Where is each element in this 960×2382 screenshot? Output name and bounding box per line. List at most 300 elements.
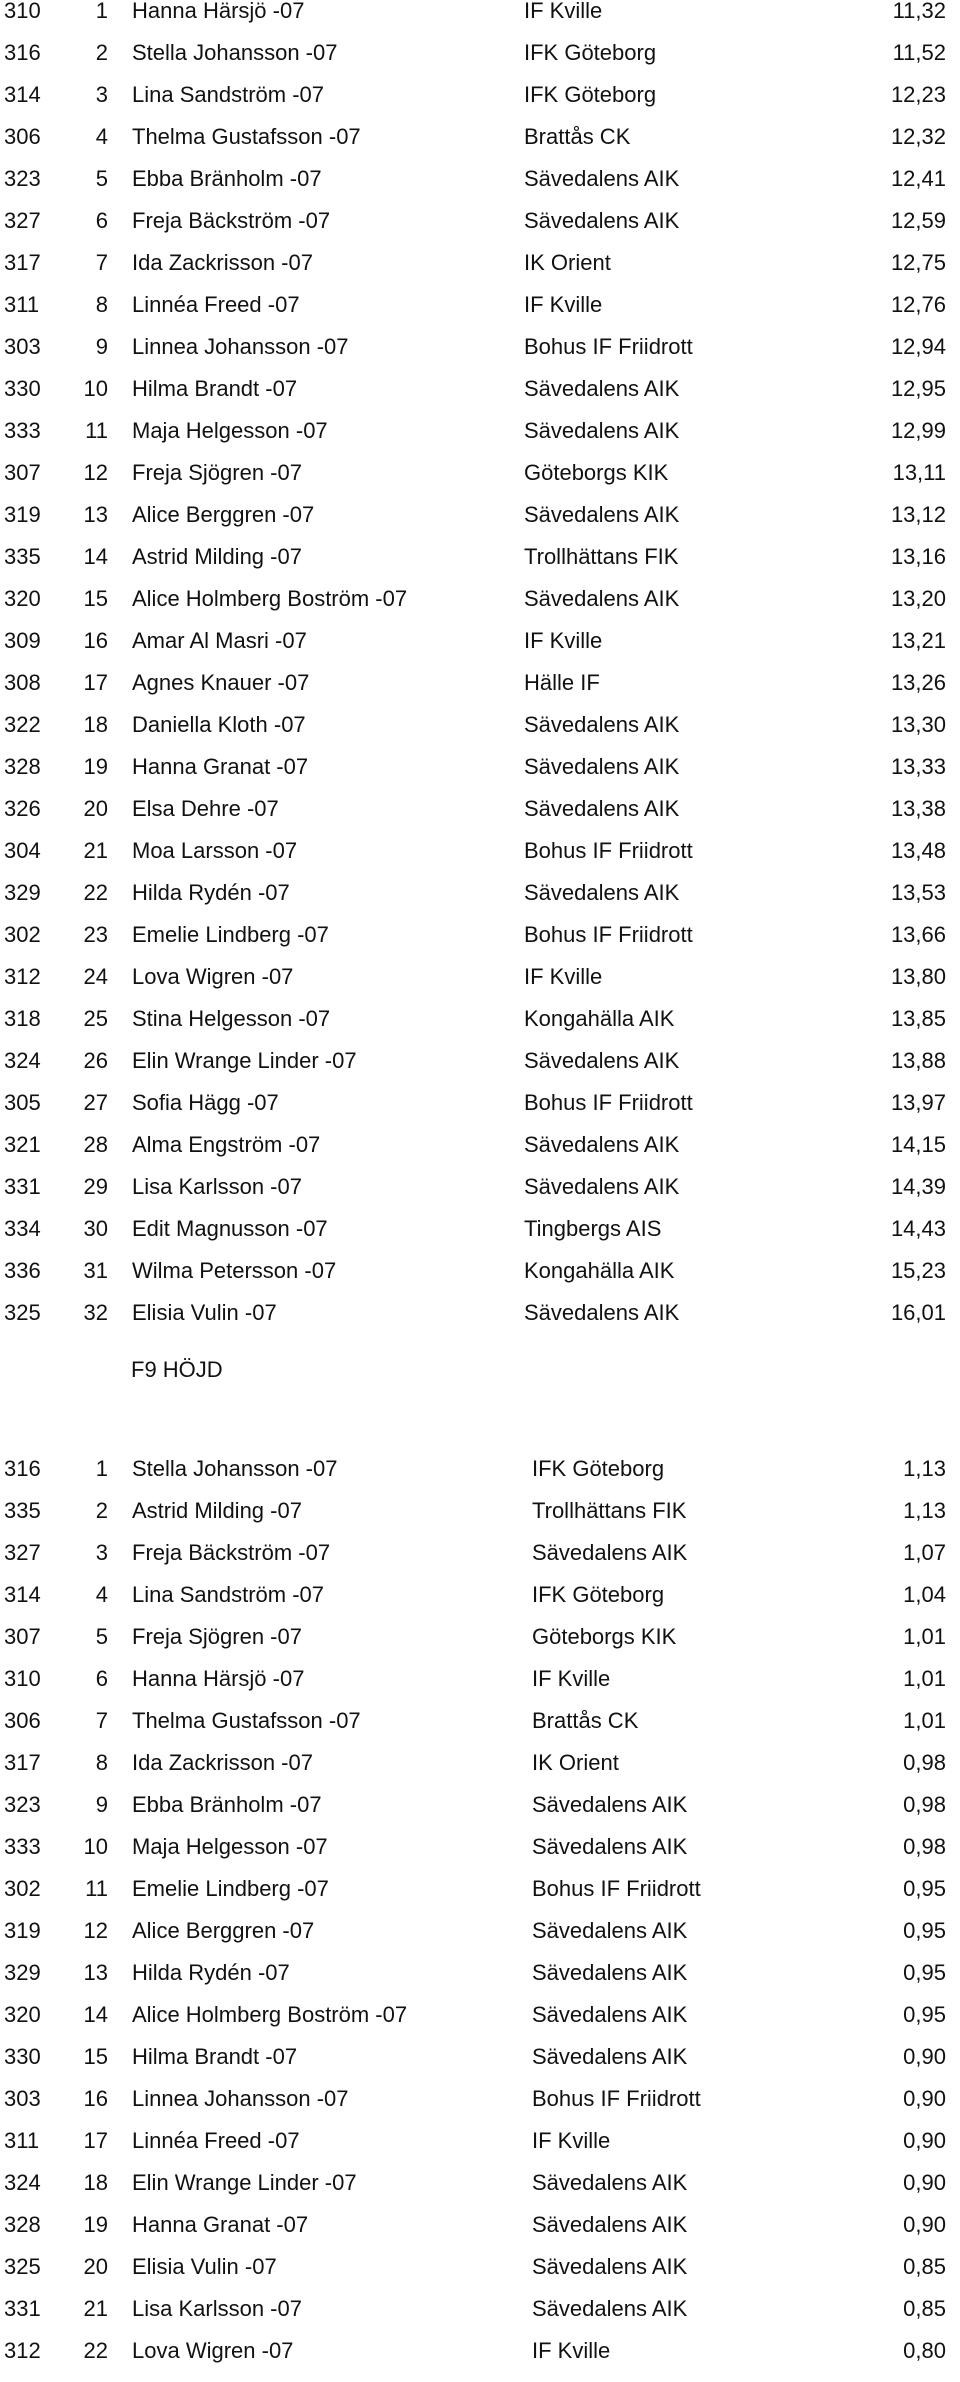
club-name: Brattås CK xyxy=(532,1708,639,1733)
bib-number: 310 xyxy=(4,0,41,23)
table-row xyxy=(0,168,960,210)
athlete-name: Sofia Hägg -07 xyxy=(132,1090,279,1115)
athlete-name: Linnea Johansson -07 xyxy=(132,334,349,359)
table-row xyxy=(0,1752,960,1794)
result-value: 12,76 xyxy=(890,292,946,317)
table-row xyxy=(0,1920,960,1962)
bib-number: 317 xyxy=(4,250,41,275)
club-name: IFK Göteborg xyxy=(524,82,657,107)
bib-number: 328 xyxy=(4,2212,41,2237)
table-row xyxy=(0,2214,960,2256)
club-name: Bohus IF Friidrott xyxy=(532,1876,701,1901)
athlete-name: Stina Helgesson -07 xyxy=(132,1006,331,1031)
club-name: Hälle IF xyxy=(524,670,600,695)
athlete-name: Alice Holmberg Boström -07 xyxy=(132,586,408,611)
club-name: Bohus IF Friidrott xyxy=(524,922,693,947)
club-name: Sävedalens AIK xyxy=(524,376,680,401)
bib-number: 309 xyxy=(4,628,41,653)
placing: 25 xyxy=(83,1006,108,1031)
placing: 9 xyxy=(95,334,108,359)
placing: 6 xyxy=(95,208,108,233)
club-name: Tingbergs AIS xyxy=(524,1216,662,1241)
athlete-name: Astrid Milding -07 xyxy=(132,1498,302,1523)
athlete-name: Moa Larsson -07 xyxy=(132,838,298,863)
bib-number: 307 xyxy=(4,1624,41,1649)
table-row xyxy=(0,2298,960,2340)
bib-number: 325 xyxy=(4,1300,41,1325)
bib-number: 331 xyxy=(4,1174,41,1199)
placing: 11 xyxy=(85,1876,108,1901)
placing: 26 xyxy=(83,1048,108,1073)
result-value: 11,52 xyxy=(892,40,946,65)
result-value: 12,41 xyxy=(890,166,946,191)
placing: 2 xyxy=(95,1498,108,1523)
placing: 4 xyxy=(95,1582,108,1607)
club-name: Kongahälla AIK xyxy=(524,1258,675,1283)
table-row xyxy=(0,1458,960,1500)
bib-number: 333 xyxy=(4,1834,41,1859)
bib-number: 311 xyxy=(4,2128,40,2153)
club-name: Sävedalens AIK xyxy=(524,796,680,821)
club-name: Sävedalens AIK xyxy=(532,1918,688,1943)
club-name: Brattås CK xyxy=(524,124,631,149)
club-name: Sävedalens AIK xyxy=(524,1132,680,1157)
placing: 20 xyxy=(83,2254,108,2279)
table-row xyxy=(0,1500,960,1542)
placing: 3 xyxy=(95,82,108,107)
athlete-name: Elsa Dehre -07 xyxy=(132,796,279,821)
club-name: Sävedalens AIK xyxy=(532,1540,688,1565)
club-name: Kongahälla AIK xyxy=(524,1006,675,1031)
bib-number: 334 xyxy=(4,1216,41,1241)
bib-number: 329 xyxy=(4,1960,41,1985)
bib-number: 321 xyxy=(4,1132,41,1157)
table-row xyxy=(0,378,960,420)
club-name: IF Kville xyxy=(524,0,603,23)
result-value: 1,04 xyxy=(903,1582,946,1607)
bib-number: 328 xyxy=(4,754,41,779)
result-value: 13,26 xyxy=(890,670,946,695)
club-name: IF Kville xyxy=(532,2338,611,2363)
bib-number: 336 xyxy=(4,1258,41,1283)
placing: 4 xyxy=(95,124,108,149)
result-value: 12,94 xyxy=(890,334,946,359)
result-value: 0,95 xyxy=(903,2002,946,2027)
bib-number: 326 xyxy=(4,796,41,821)
result-value: 0,90 xyxy=(903,2044,946,2069)
athlete-name: Amar Al Masri -07 xyxy=(132,628,307,653)
placing: 16 xyxy=(83,2086,108,2111)
placing: 29 xyxy=(83,1174,108,1199)
placing: 3 xyxy=(95,1540,108,1565)
placing: 8 xyxy=(95,292,108,317)
athlete-name: Lina Sandström -07 xyxy=(132,1582,324,1607)
athlete-name: Linnea Johansson -07 xyxy=(132,2086,349,2111)
placing: 10 xyxy=(83,1834,108,1859)
athlete-name: Daniella Kloth -07 xyxy=(132,712,306,737)
bib-number: 310 xyxy=(4,1666,41,1691)
bib-number: 305 xyxy=(4,1090,41,1115)
result-value: 13,16 xyxy=(890,544,946,569)
placing: 12 xyxy=(83,460,108,485)
athlete-name: Lina Sandström -07 xyxy=(132,82,324,107)
result-value: 13,38 xyxy=(890,796,946,821)
result-value: 13,80 xyxy=(890,964,946,989)
table-row xyxy=(0,336,960,378)
table-row xyxy=(0,0,960,42)
table-row xyxy=(0,1542,960,1584)
bib-number: 319 xyxy=(4,502,41,527)
club-name: Sävedalens AIK xyxy=(524,418,680,443)
bib-number: 333 xyxy=(4,418,41,443)
placing: 22 xyxy=(83,2338,108,2363)
bib-number: 324 xyxy=(4,2170,41,2195)
club-name: Sävedalens AIK xyxy=(532,1792,688,1817)
result-value: 12,32 xyxy=(890,124,946,149)
bib-number: 311 xyxy=(4,292,40,317)
club-name: Sävedalens AIK xyxy=(532,2170,688,2195)
placing: 18 xyxy=(83,712,108,737)
table-row xyxy=(0,1626,960,1668)
placing: 5 xyxy=(95,1624,108,1649)
result-value: 0,98 xyxy=(903,1750,946,1775)
club-name: Sävedalens AIK xyxy=(524,880,680,905)
bib-number: 312 xyxy=(4,2338,41,2363)
athlete-name: Astrid Milding -07 xyxy=(132,544,302,569)
bib-number: 303 xyxy=(4,334,41,359)
placing: 12 xyxy=(83,1918,108,1943)
athlete-name: Hilma Brandt -07 xyxy=(132,376,298,401)
club-name: Sävedalens AIK xyxy=(524,754,680,779)
club-name: Sävedalens AIK xyxy=(532,2212,688,2237)
athlete-name: Hanna Granat -07 xyxy=(132,2212,309,2237)
table-row xyxy=(0,798,960,840)
bib-number: 319 xyxy=(4,1918,41,1943)
club-name: Sävedalens AIK xyxy=(524,502,680,527)
result-value: 1,01 xyxy=(903,1624,946,1649)
result-value: 0,85 xyxy=(903,2254,946,2279)
bib-number: 302 xyxy=(4,1876,41,1901)
placing: 21 xyxy=(83,838,108,863)
placing: 10 xyxy=(83,376,108,401)
placing: 11 xyxy=(85,418,108,443)
table-row xyxy=(0,882,960,924)
athlete-name: Freja Sjögren -07 xyxy=(132,1624,302,1649)
table-row xyxy=(0,672,960,714)
bib-number: 325 xyxy=(4,2254,41,2279)
club-name: Sävedalens AIK xyxy=(524,1048,680,1073)
table-row xyxy=(0,1302,960,1344)
athlete-name: Maja Helgesson -07 xyxy=(132,418,328,443)
athlete-name: Alice Berggren -07 xyxy=(132,502,315,527)
club-name: Bohus IF Friidrott xyxy=(532,2086,701,2111)
placing: 23 xyxy=(83,922,108,947)
table-row xyxy=(0,2088,960,2130)
athlete-name: Hilda Rydén -07 xyxy=(132,1960,290,1985)
result-value: 0,80 xyxy=(903,2338,946,2363)
placing: 13 xyxy=(83,1960,108,1985)
club-name: IFK Göteborg xyxy=(532,1582,665,1607)
table-row xyxy=(0,1794,960,1836)
bib-number: 303 xyxy=(4,2086,41,2111)
bib-number: 314 xyxy=(4,82,41,107)
placing: 20 xyxy=(83,796,108,821)
club-name: Bohus IF Friidrott xyxy=(524,334,693,359)
placing: 14 xyxy=(83,2002,108,2027)
bib-number: 317 xyxy=(4,1750,41,1775)
results-table-2 xyxy=(0,1458,960,2382)
bib-number: 327 xyxy=(4,1540,41,1565)
table-row xyxy=(0,2130,960,2172)
athlete-name: Lova Wigren -07 xyxy=(132,2338,294,2363)
bib-number: 323 xyxy=(4,166,41,191)
athlete-name: Alice Berggren -07 xyxy=(132,1918,315,1943)
table-row xyxy=(0,210,960,252)
athlete-name: Hanna Härsjö -07 xyxy=(132,0,305,23)
result-value: 0,98 xyxy=(903,1792,946,1817)
result-value: 0,95 xyxy=(903,1960,946,1985)
placing: 19 xyxy=(83,754,108,779)
bib-number: 312 xyxy=(4,964,41,989)
placing: 9 xyxy=(95,1792,108,1817)
athlete-name: Elin Wrange Linder -07 xyxy=(132,2170,357,2195)
athlete-name: Thelma Gustafsson -07 xyxy=(132,124,361,149)
table-row xyxy=(0,1260,960,1302)
athlete-name: Freja Sjögren -07 xyxy=(132,460,302,485)
athlete-name: Maja Helgesson -07 xyxy=(132,1834,328,1859)
club-name: IK Orient xyxy=(532,1750,619,1775)
table-row xyxy=(0,924,960,966)
athlete-name: Linnéa Freed -07 xyxy=(132,2128,300,2153)
result-value: 12,75 xyxy=(890,250,946,275)
result-value: 0,85 xyxy=(903,2296,946,2321)
table-row xyxy=(0,630,960,672)
table-row xyxy=(0,1008,960,1050)
placing: 6 xyxy=(95,1666,108,1691)
result-value: 13,66 xyxy=(890,922,946,947)
result-value: 13,20 xyxy=(890,586,946,611)
result-value: 13,33 xyxy=(890,754,946,779)
table-row xyxy=(0,756,960,798)
result-value: 0,90 xyxy=(903,2086,946,2111)
bib-number: 306 xyxy=(4,124,41,149)
bib-number: 335 xyxy=(4,544,41,569)
club-name: Sävedalens AIK xyxy=(524,166,680,191)
result-value: 12,23 xyxy=(890,82,946,107)
athlete-name: Stella Johansson -07 xyxy=(132,1456,338,1481)
result-value: 13,12 xyxy=(890,502,946,527)
table-row xyxy=(0,252,960,294)
result-value: 0,95 xyxy=(903,1876,946,1901)
athlete-name: Lova Wigren -07 xyxy=(132,964,294,989)
placing: 15 xyxy=(83,2044,108,2069)
bib-number: 324 xyxy=(4,1048,41,1073)
table-row xyxy=(0,2172,960,2214)
result-value: 16,01 xyxy=(890,1300,946,1325)
bib-number: 316 xyxy=(4,1456,41,1481)
club-name: Sävedalens AIK xyxy=(532,1960,688,1985)
athlete-name: Linnéa Freed -07 xyxy=(132,292,300,317)
placing: 30 xyxy=(83,1216,108,1241)
club-name: Sävedalens AIK xyxy=(532,2044,688,2069)
club-name: Sävedalens AIK xyxy=(532,1834,688,1859)
athlete-name: Ebba Bränholm -07 xyxy=(132,166,322,191)
result-value: 12,95 xyxy=(890,376,946,401)
club-name: Sävedalens AIK xyxy=(532,2296,688,2321)
club-name: Bohus IF Friidrott xyxy=(524,1090,693,1115)
placing: 13 xyxy=(83,502,108,527)
placing: 1 xyxy=(95,0,108,23)
result-value: 1,01 xyxy=(903,1708,946,1733)
placing: 28 xyxy=(83,1132,108,1157)
result-value: 0,90 xyxy=(903,2212,946,2237)
bib-number: 308 xyxy=(4,670,41,695)
athlete-name: Hilda Rydén -07 xyxy=(132,880,290,905)
club-name: Göteborgs KIK xyxy=(532,1624,677,1649)
club-name: Sävedalens AIK xyxy=(524,1174,680,1199)
athlete-name: Hanna Härsjö -07 xyxy=(132,1666,305,1691)
athlete-name: Thelma Gustafsson -07 xyxy=(132,1708,361,1733)
club-name: Sävedalens AIK xyxy=(524,712,680,737)
athlete-name: Agnes Knauer -07 xyxy=(132,670,310,695)
placing: 27 xyxy=(83,1090,108,1115)
result-value: 14,43 xyxy=(890,1216,946,1241)
bib-number: 307 xyxy=(4,460,41,485)
athlete-name: Lisa Karlsson -07 xyxy=(132,2296,302,2321)
placing: 19 xyxy=(83,2212,108,2237)
table-row xyxy=(0,2046,960,2088)
athlete-name: Stella Johansson -07 xyxy=(132,40,338,65)
club-name: IFK Göteborg xyxy=(532,1456,665,1481)
result-value: 0,98 xyxy=(903,1834,946,1859)
placing: 18 xyxy=(83,2170,108,2195)
bib-number: 302 xyxy=(4,922,41,947)
result-value: 13,85 xyxy=(890,1006,946,1031)
placing: 7 xyxy=(95,1708,108,1733)
athlete-name: Ida Zackrisson -07 xyxy=(132,1750,313,1775)
bib-number: 320 xyxy=(4,2002,41,2027)
athlete-name: Freja Bäckström -07 xyxy=(132,208,331,233)
table-row xyxy=(0,1584,960,1626)
placing: 32 xyxy=(83,1300,108,1325)
club-name: IFK Göteborg xyxy=(524,40,657,65)
result-value: 12,99 xyxy=(890,418,946,443)
bib-number: 331 xyxy=(4,2296,41,2321)
placing: 17 xyxy=(83,670,108,695)
table-row xyxy=(0,2256,960,2298)
bib-number: 318 xyxy=(4,1006,41,1031)
table-row xyxy=(0,1050,960,1092)
table-row xyxy=(0,420,960,462)
club-name: IK Orient xyxy=(524,250,611,275)
athlete-name: Ebba Bränholm -07 xyxy=(132,1792,322,1817)
table-row xyxy=(0,462,960,504)
placing: 17 xyxy=(83,2128,108,2153)
club-name: Trollhättans FIK xyxy=(524,544,679,569)
athlete-name: Elin Wrange Linder -07 xyxy=(132,1048,357,1073)
bib-number: 329 xyxy=(4,880,41,905)
club-name: IF Kville xyxy=(532,2128,611,2153)
result-value: 0,95 xyxy=(903,1918,946,1943)
placing: 5 xyxy=(95,166,108,191)
athlete-name: Freja Bäckström -07 xyxy=(132,1540,331,1565)
table-row xyxy=(0,294,960,336)
athlete-name: Wilma Petersson -07 xyxy=(132,1258,337,1283)
club-name: Sävedalens AIK xyxy=(524,1300,680,1325)
bib-number: 330 xyxy=(4,2044,41,2069)
result-value: 13,21 xyxy=(890,628,946,653)
result-value: 13,48 xyxy=(890,838,946,863)
result-value: 0,90 xyxy=(903,2170,946,2195)
result-value: 1,07 xyxy=(903,1540,946,1565)
club-name: Trollhättans FIK xyxy=(532,1498,687,1523)
club-name: Sävedalens AIK xyxy=(524,208,680,233)
placing: 16 xyxy=(83,628,108,653)
table-row xyxy=(0,1092,960,1134)
club-name: IF Kville xyxy=(532,1666,611,1691)
result-value: 1,13 xyxy=(903,1498,946,1523)
result-value: 11,32 xyxy=(892,0,946,23)
athlete-name: Lisa Karlsson -07 xyxy=(132,1174,302,1199)
placing: 24 xyxy=(83,964,108,989)
placing: 14 xyxy=(83,544,108,569)
table-row xyxy=(0,546,960,588)
athlete-name: Ida Zackrisson -07 xyxy=(132,250,313,275)
placing: 31 xyxy=(83,1258,108,1283)
club-name: Bohus IF Friidrott xyxy=(524,838,693,863)
table-row xyxy=(0,714,960,756)
athlete-name: Elisia Vulin -07 xyxy=(132,1300,277,1325)
bib-number: 322 xyxy=(4,712,41,737)
table-row xyxy=(0,84,960,126)
placing: 2 xyxy=(95,40,108,65)
table-row xyxy=(0,966,960,1008)
placing: 8 xyxy=(95,1750,108,1775)
club-name: Sävedalens AIK xyxy=(532,2002,688,2027)
placing: 1 xyxy=(95,1456,108,1481)
result-value: 0,90 xyxy=(903,2128,946,2153)
table-row xyxy=(0,588,960,630)
table-row xyxy=(0,1176,960,1218)
result-value: 13,53 xyxy=(890,880,946,905)
club-name: IF Kville xyxy=(524,964,603,989)
bib-number: 320 xyxy=(4,586,41,611)
placing: 15 xyxy=(83,586,108,611)
table-row xyxy=(0,42,960,84)
athlete-name: Hanna Granat -07 xyxy=(132,754,309,779)
table-row xyxy=(0,1710,960,1752)
result-value: 14,15 xyxy=(890,1132,946,1157)
bib-number: 327 xyxy=(4,208,41,233)
table-row xyxy=(0,1218,960,1260)
bib-number: 335 xyxy=(4,1498,41,1523)
bib-number: 316 xyxy=(4,40,41,65)
club-name: IF Kville xyxy=(524,628,603,653)
placing: 7 xyxy=(95,250,108,275)
result-value: 13,88 xyxy=(890,1048,946,1073)
table-row xyxy=(0,2340,960,2382)
table-row xyxy=(0,1878,960,1920)
bib-number: 330 xyxy=(4,376,41,401)
bib-number: 314 xyxy=(4,1582,41,1607)
result-value: 15,23 xyxy=(890,1258,946,1283)
result-value: 13,11 xyxy=(892,460,946,485)
athlete-name: Alice Holmberg Boström -07 xyxy=(132,2002,408,2027)
bib-number: 306 xyxy=(4,1708,41,1733)
athlete-name: Hilma Brandt -07 xyxy=(132,2044,298,2069)
athlete-name: Edit Magnusson -07 xyxy=(132,1216,328,1241)
result-value: 1,01 xyxy=(903,1666,946,1691)
